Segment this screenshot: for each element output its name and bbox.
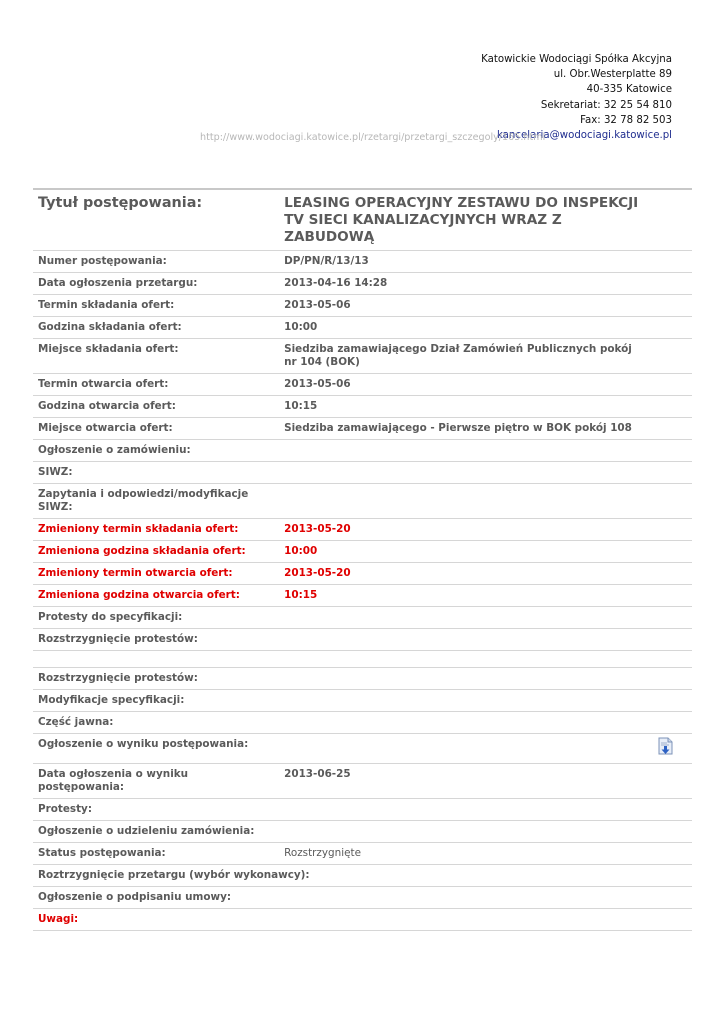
title-value: LEASING OPERACYJNY ZESTAWU DO INSPEKCJI TV SIECI KANALIZACYJNYCH WRAZ Z ZABUDOWĄ — [279, 189, 644, 251]
company-email-link[interactable]: kancelaria@wodociagi.katowice.pl — [496, 130, 672, 142]
row-value — [279, 629, 644, 651]
company-street: ul. Obr.Westerplatte 89 — [553, 69, 672, 81]
row-label: Protesty do specyfikacji: — [33, 607, 279, 629]
row-value — [279, 440, 644, 462]
table-row-changed — [33, 585, 692, 607]
table-row-changed — [33, 563, 692, 585]
table-row — [33, 462, 692, 484]
row-label: Data ogłoszenia przetargu: — [33, 273, 279, 295]
row-value: 2013-04-16 14:28 — [279, 273, 644, 295]
row-value — [279, 484, 644, 519]
row-label: Zmieniony termin otwarcia ofert: — [33, 563, 279, 585]
row-value: 2013-05-20 — [279, 563, 644, 585]
row-value: 10:00 — [279, 317, 644, 339]
title-label: Tytuł postępowania: — [33, 189, 279, 251]
table-row — [33, 484, 692, 519]
row-value: 2013-05-06 — [279, 295, 644, 317]
row-value — [279, 462, 644, 484]
row-value — [279, 690, 644, 712]
company-city: 40-335 Katowice — [586, 84, 672, 96]
row-label: Ogłoszenie o udzieleniu zamówienia: — [33, 821, 279, 843]
row-value: 2013-05-20 — [279, 519, 644, 541]
row-value: Siedziba zamawiającego - Pierwsze piętro w BOK pokój 108 — [279, 418, 644, 440]
row-label: Ogłoszenie o podpisaniu umowy: — [33, 887, 279, 909]
row-label: Numer postępowania: — [33, 251, 279, 273]
download-document-icon[interactable] — [658, 737, 674, 755]
row-label: SIWZ: — [33, 462, 279, 484]
table-row — [33, 821, 692, 843]
tender-details-table — [33, 188, 692, 931]
row-label: Roztrzygnięcie przetargu (wybór wykonawcy): — [33, 865, 279, 887]
row-label: Rozstrzygnięcie protestów: — [33, 629, 279, 651]
table-row — [33, 607, 692, 629]
row-label: Zapytania i odpowiedzi/modyfikacje SIWZ: — [33, 484, 279, 519]
title-row — [33, 189, 692, 251]
table-row — [33, 799, 692, 821]
row-label: Rozstrzygnięcie protestów: — [33, 668, 279, 690]
table-row — [33, 629, 692, 651]
row-label: Zmieniona godzina składania ofert: — [33, 541, 279, 563]
row-label: Godzina otwarcia ofert: — [33, 396, 279, 418]
table-row — [33, 339, 692, 374]
row-value: 10:00 — [279, 541, 644, 563]
row-value — [279, 887, 644, 909]
table-row — [33, 690, 692, 712]
row-label: Zmieniony termin składania ofert: — [33, 519, 279, 541]
row-value: 10:15 — [279, 396, 644, 418]
row-label: Termin składania ofert: — [33, 295, 279, 317]
row-label: Termin otwarcia ofert: — [33, 374, 279, 396]
table-row — [33, 374, 692, 396]
row-value: 2013-05-06 — [279, 374, 644, 396]
row-value: DP/PN/R/13/13 — [279, 251, 644, 273]
row-label: Część jawna: — [33, 712, 279, 734]
table-row — [33, 843, 692, 865]
row-value — [279, 734, 644, 764]
table-row-changed — [33, 541, 692, 563]
table-row — [33, 764, 692, 799]
company-name: Katowickie Wodociągi Spółka Akcyjna — [481, 54, 672, 65]
company-secretariat: Sekretariat: 32 25 54 810 — [540, 99, 672, 111]
row-label: Miejsce otwarcia ofert: — [33, 418, 279, 440]
table-row — [33, 734, 692, 764]
company-header — [481, 52, 672, 143]
table-row — [33, 440, 692, 462]
table-row-remarks — [33, 909, 692, 931]
row-label: Protesty: — [33, 799, 279, 821]
row-value — [279, 799, 644, 821]
row-label: Godzina składania ofert: — [33, 317, 279, 339]
row-label: Miejsce składania ofert: — [33, 339, 279, 374]
row-value — [279, 909, 644, 931]
row-label: Modyfikacje specyfikacji: — [33, 690, 279, 712]
table-row — [33, 418, 692, 440]
row-value: Siedziba zamawiającego Dział Zamówień Publicznych pokój nr 104 (BOK) — [279, 339, 644, 374]
table-row — [33, 295, 692, 317]
table-row — [33, 668, 692, 690]
table-gap — [33, 651, 692, 668]
row-label: Zmieniona godzina otwarcia ofert: — [33, 585, 279, 607]
row-value: 10:15 — [279, 585, 644, 607]
table-row — [33, 865, 692, 887]
row-value — [279, 712, 644, 734]
table-row — [33, 712, 692, 734]
row-label: Data ogłoszenia o wyniku postępowania: — [33, 764, 279, 799]
row-label: Ogłoszenie o wyniku postępowania: — [33, 734, 279, 764]
row-label: Status postępowania: — [33, 843, 279, 865]
row-value: 2013-06-25 — [279, 764, 644, 799]
row-value — [279, 668, 644, 690]
row-value — [279, 821, 644, 843]
row-value — [279, 607, 644, 629]
table-row — [33, 887, 692, 909]
row-label: Ogłoszenie o zamówieniu: — [33, 440, 279, 462]
table-row — [33, 251, 692, 273]
row-value — [279, 865, 644, 887]
company-fax: Fax: 32 78 82 503 — [580, 114, 672, 126]
table-row — [33, 317, 692, 339]
row-value: Rozstrzygnięte — [279, 843, 644, 865]
table-row-changed — [33, 519, 692, 541]
row-label: Uwagi: — [33, 909, 279, 931]
page-url: http://www.wodociagi.katowice.pl/rzetargi/przetargi_szczegoly/165.html — [200, 132, 546, 143]
table-row — [33, 273, 692, 295]
table-row — [33, 396, 692, 418]
